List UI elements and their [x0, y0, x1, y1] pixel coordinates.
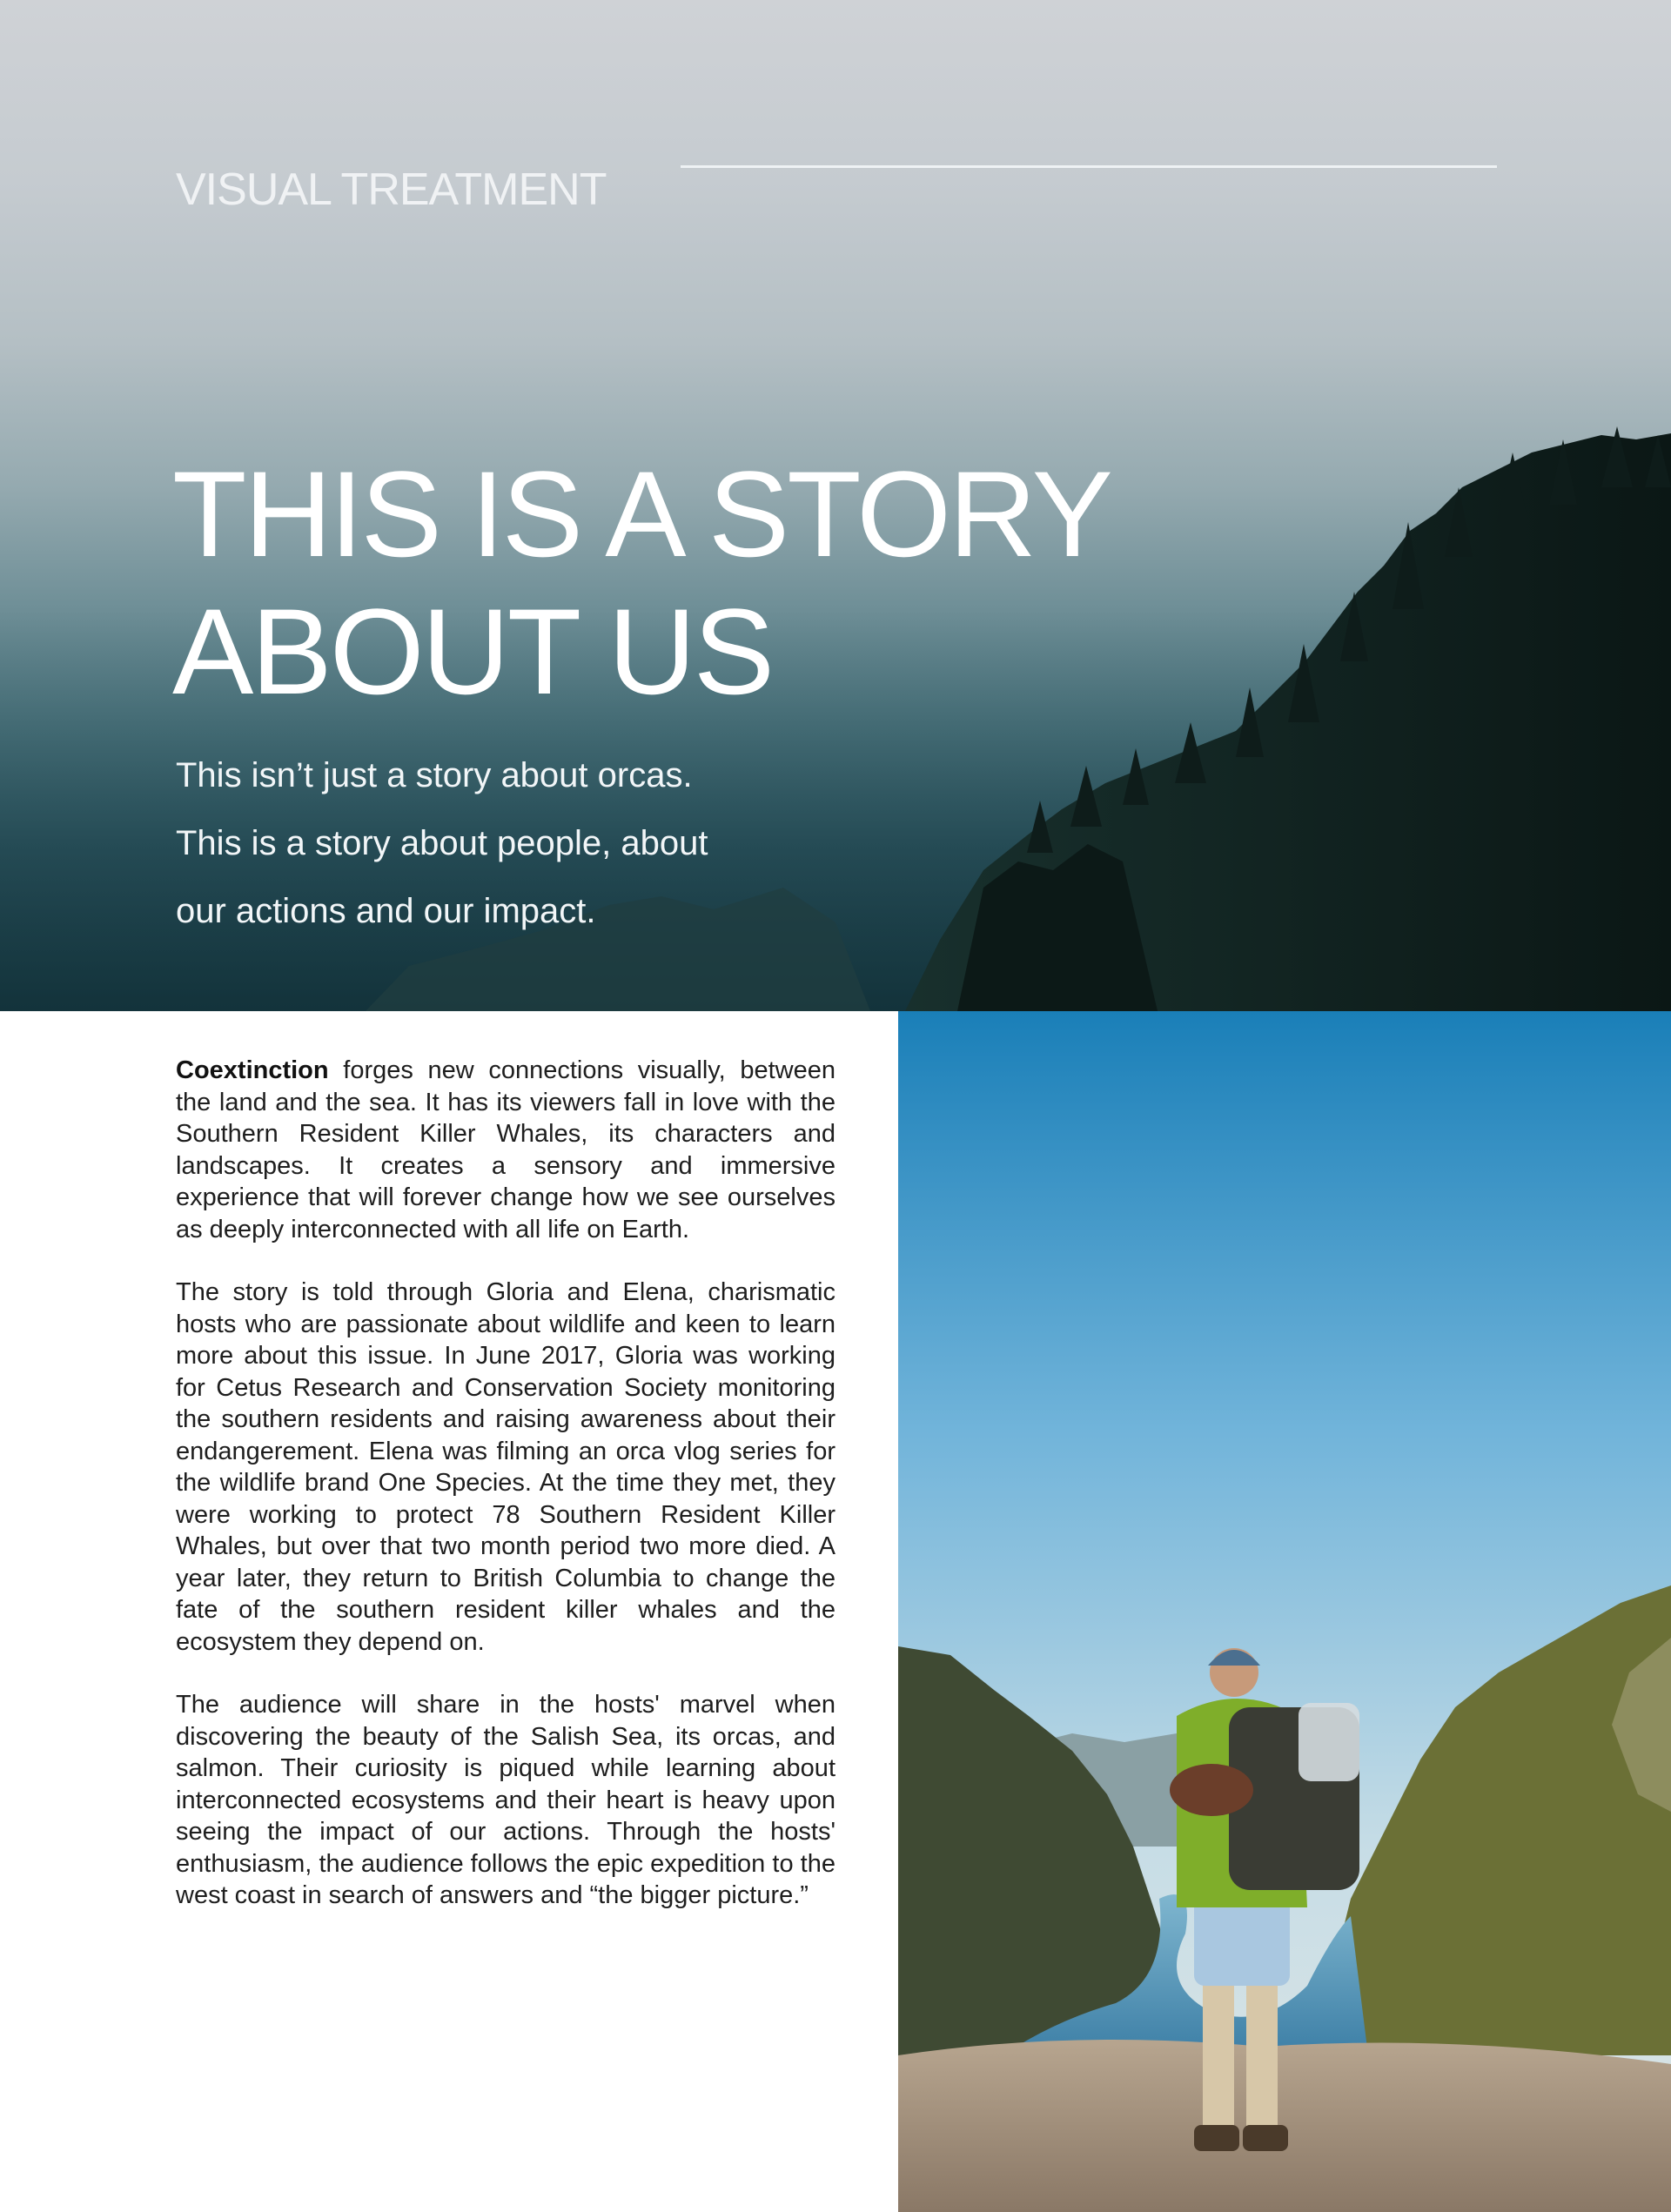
- section-divider: [681, 165, 1497, 168]
- hiker-photo: [898, 1011, 1671, 2212]
- paragraph-1-text: forges new connections visually, between the land and the sea. It has its viewers fall in love with the Southern Resident Killer Whales, its characters and landscapes. It creates a sensory and immersive experience that will forever change how we see ourselves as deeply interconnected with all life on Earth.: [176, 1056, 836, 1243]
- paragraph-2: The story is told through Gloria and Elena, charismatic hosts who are passionate about wildlife and keen to learn more about this issue. In June 2017, Gloria was working for Cetus Research and Conservation Society monitoring the southern residents and raising awareness about their endangerement. Elena was filming an orca vlog series for the wildlife brand One Species. At the time they met, they were working to protect 78 Southern Resident Killer Whales, but over that two month period two more died. A year later, they return to British Columbia to change the fate of the southern resident killer whales and the ecosystem they depend on.: [176, 1278, 836, 1656]
- hero-subtitle: [176, 741, 708, 945]
- page-title: [172, 446, 1111, 721]
- article-body: [176, 1055, 836, 1943]
- lead-word: Coextinction: [176, 1056, 329, 1084]
- hero-banner: [0, 0, 1671, 1011]
- subtitle-line-2: This is a story about people, about: [176, 824, 708, 862]
- subtitle-line-1: This isn’t just a story about orcas.: [176, 756, 693, 794]
- paragraph-1: [176, 1055, 836, 1245]
- hiker-illustration: [898, 1011, 1671, 2212]
- title-line-1: THIS IS A STORY: [172, 446, 1111, 582]
- section-label: VISUAL TREATMENT: [176, 164, 607, 215]
- paragraph-3: The audience will share in the hosts' marvel when discovering the beauty of the Salish Sea, its orcas, and salmon. Their curiosity is piqued while learning about interconnected ecosystems and their heart is heavy upon seeing the impact of our actions. Through the hosts' enthusiasm, the audience follows the epic expedition to the west coast in search of answers and “the bigger picture.”: [176, 1691, 836, 1909]
- subtitle-line-3: our actions and our impact.: [176, 892, 596, 930]
- title-line-2: ABOUT US: [172, 583, 773, 720]
